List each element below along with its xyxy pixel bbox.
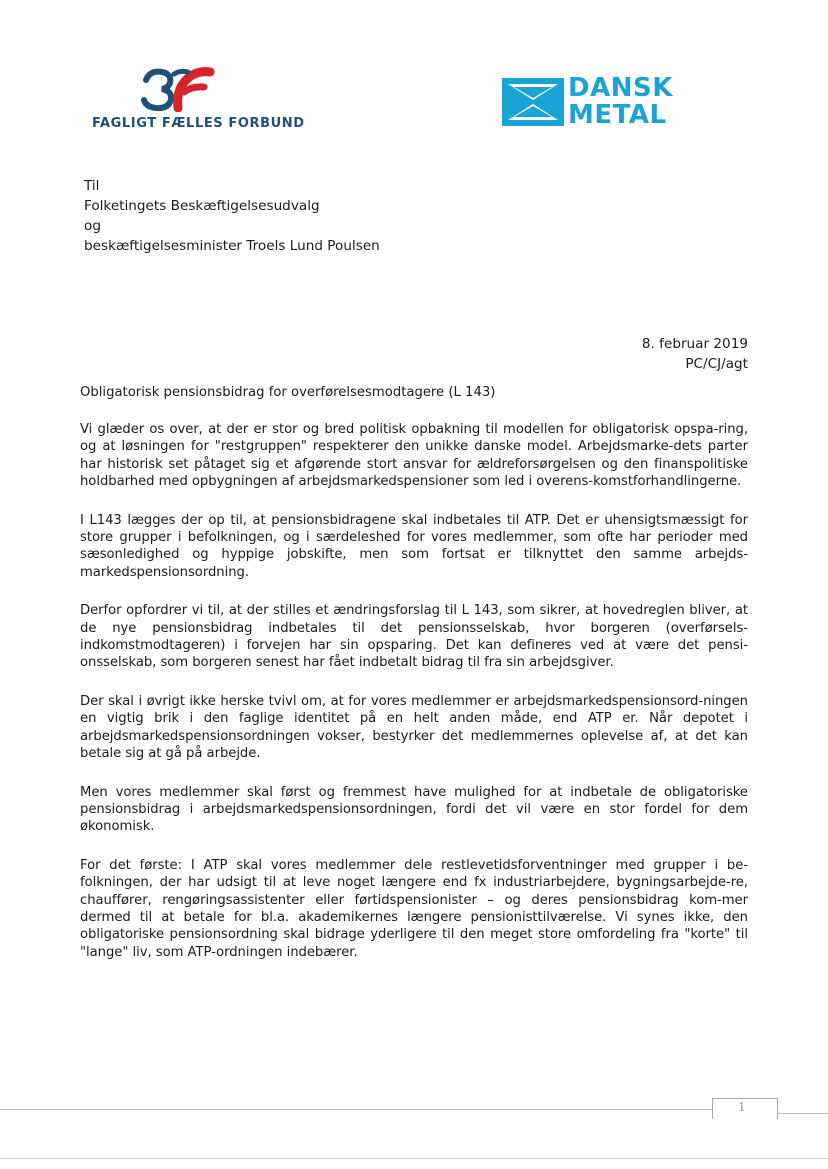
letter-reference: PC/CJ/agt [685,356,748,372]
recipient-line: og [84,218,101,234]
body-paragraph: Men vores medlemmer skal først og fremmest have mulighed for at indbetale de obligatoriske pensionsbidrag i arbejdsmarkedspensionsordningen, fordi det vil være en stor fordel for dem økonomisk. [80,784,748,835]
dansk-metal-line1: DANSK [568,73,673,103]
footer-divider [778,1113,828,1114]
recipient-line: Til [84,178,100,194]
body-paragraph: Vi glæder os over, at der er stor og bred politisk opbakning til modellen for obligatorisk opspa-ring, og at løsningen for "restgruppen" respekterer den unikke danske model. Arbejdsmarke-dets parter har historisk set påtaget sig et afgørende stort ansvar for ældreforsørgelsen og den finanspolitiske holdbarhed med opbygningen af arbejdsmarkedspensioner som led i overens-komstforhandlingerne. [80,422,748,490]
3f-logo-icon [140,66,250,112]
letter-date: 8. februar 2019 [641,336,748,352]
body-paragraph: Der skal i øvrigt ikke herske tvivl om, at for vores medlemmer er arbejdsmarkedspensionsord-ningen en vigtig brik i den faglige identitet på en helt anden måde, end ATP er. Når depotet i arbejdsmarkedspensionsordningen vokser, bestyrker det medlemmernes oplevelse af, at det kan betale sig at gå på arbejde. [80,693,748,762]
3f-org-name: FAGLIGT FÆLLES FORBUND [92,116,305,131]
body-paragraph: Derfor opfordrer vi til, at der stilles et ændringsforslag til L 143, som sikrer, at hovedreglen bliver, at de nye pensionsbidrag indbetales til det pensionsselskab, hvor borgeren (overførsels-indkomstmodtageren) i forvejen har sin opsparing. Det kan defineres ved at være det pensi-onsselskab, som borgeren senest har fået indbetalt bidrag til fra sin arbejdsgiver. [80,603,748,671]
recipient-line: beskæftigelsesminister Troels Lund Poulsen [84,238,380,254]
recipient-line: Folketingets Beskæftigelsesudvalg [84,198,320,214]
footer-divider [0,1109,712,1110]
dansk-metal-logo [502,74,672,130]
letter-subject: Obligatorisk pensionsbidrag for overførelsesmodtagere (L 143) [80,385,496,400]
page-number: 1 [738,1100,746,1114]
date-block [642,334,748,374]
body-paragraph: For det første: I ATP skal vores medlemmer dele restlevetidsforventninger med grupper i be-folkningen, der har udsigt til at leve noget længere end fx industriarbejdere, bygningsarbejde-re, chauffører, rengøringsassistenter eller førtidspensionister – og deres pensionsbidrag kom-mer dermed til at betale for bl.a. akademikernes længere pensionisttilværelse. Vi synes ikke, den obligatoriske pensionsordning skal bidrage yderligere til den meget store omfordeling fra "korte" til "lange" liv, som ATP-ordningen indebærer. [80,857,748,960]
body-paragraph: I L143 lægges der op til, at pensionsbidragene skal indbetales til ATP. Det er uhensigtsmæssigt for store grupper i befolkningen, og i særdeleshed for vores medlemmer, som ofte har perioder med sæsonledighed og hyppige jobskifte, men som fortsat er tilknyttet den samme arbejds-markedspensionsordning. [80,512,748,580]
dansk-metal-logo-icon [502,78,564,126]
3f-logo [92,66,322,136]
dansk-metal-line2: METAL [568,100,667,130]
recipient-block [84,176,380,256]
letter-body [80,421,748,980]
bottom-divider [0,1158,828,1159]
